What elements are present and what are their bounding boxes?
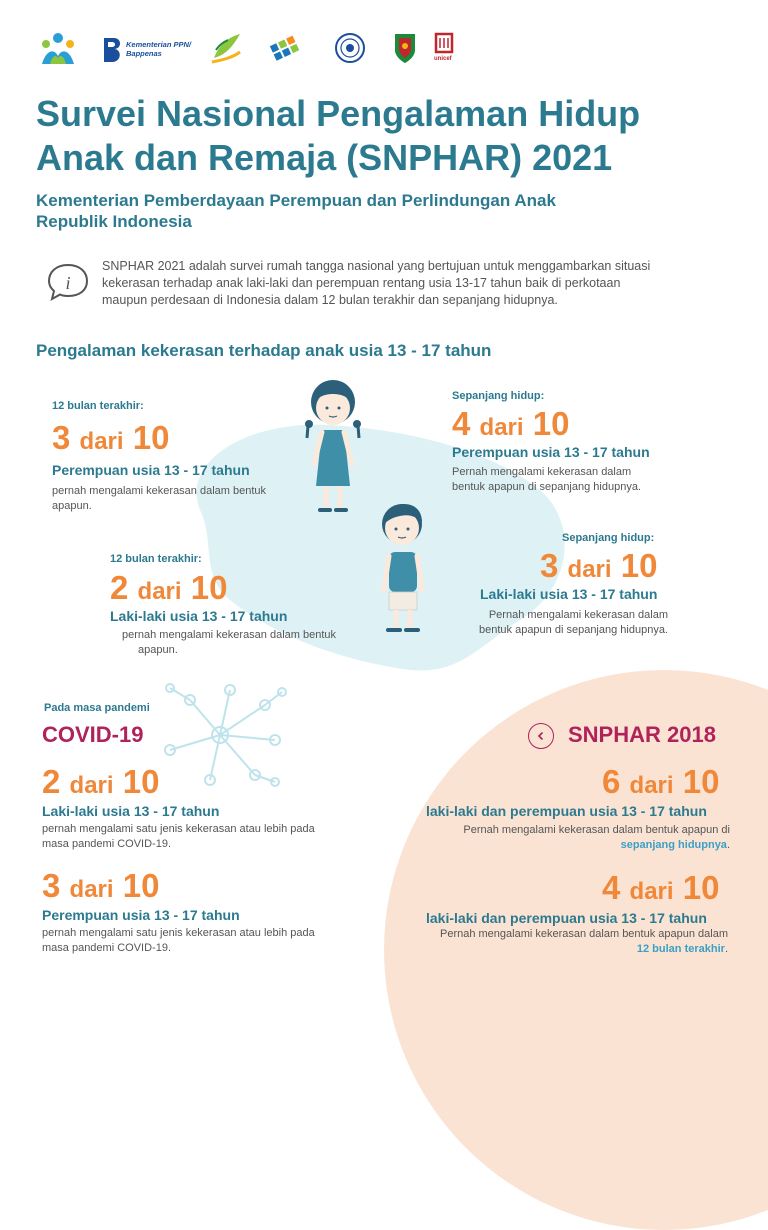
snphar2018-12m-group: laki-laki dan perempuan usia 13 - 17 tahun — [426, 910, 707, 926]
svg-text:i: i — [65, 273, 71, 293]
snphar2018-12m-stat: 4 dari 10 — [602, 869, 720, 906]
covid-pre-label: Pada masa pandemi — [44, 702, 150, 714]
regional-emblem-logo — [393, 30, 417, 64]
partner-logos — [38, 30, 458, 70]
girl-12m-group: Perempuan usia 13 - 17 tahun — [52, 462, 250, 478]
boy-illustration — [372, 500, 438, 640]
chevron-left-icon[interactable] — [528, 723, 554, 749]
page-subtitle: Kementerian Pemberdayaan Perempuan dan Perlindungan Anak Republik Indonesia — [36, 191, 556, 231]
boy-12m-period-label: 12 bulan terakhir: — [110, 553, 202, 565]
section-heading: Pengalaman kekerasan terhadap anak usia 13 - 17 tahun — [36, 341, 492, 360]
covid-girl-group: Perempuan usia 13 - 17 tahun — [42, 907, 240, 923]
snphar2018-life-desc: Pernah mengalami kekerasan dalam bentuk apapun di sepanjang hidupnya. — [463, 824, 730, 851]
kemenpppa-logo — [38, 30, 78, 66]
snphar2018-heading: SNPHAR 2018 — [568, 722, 716, 747]
virus-network-icon — [150, 680, 290, 790]
boy-life-desc: Pernah mengalami kekerasan dalam bentuk apapun di sepanjang hidupnya. — [479, 609, 668, 636]
sepanjang-hidupnya-link: sepanjang hidupnya — [620, 839, 727, 851]
covid-girl-desc: pernah mengalami satu jenis kekerasan atau lebih pada masa pandemi COVID-19. — [42, 927, 315, 954]
girl-life-desc: Pernah mengalami kekerasan dalam bentuk apapun di sepanjang hidupnya. — [452, 466, 641, 493]
girl-life-stat: 4 dari 10 — [452, 405, 570, 442]
girl-life-group: Perempuan usia 13 - 17 tahun — [452, 444, 650, 460]
girl-illustration — [300, 378, 366, 518]
snphar2018-life-stat: 6 dari 10 — [602, 763, 720, 800]
university-seal-logo — [334, 32, 366, 64]
girl-life-period-label: Sepanjang hidup: — [452, 390, 545, 402]
boy-life-period-label: Sepanjang hidup: — [562, 532, 655, 544]
boy-life-group: Laki-laki usia 13 - 17 tahun — [480, 586, 658, 602]
unicef-logo-text: unicef — [434, 56, 452, 62]
covid-boy-desc: pernah mengalami satu jenis kekerasan atau lebih pada masa pandemi COVID-19. — [42, 823, 315, 850]
boy-12m-stat: 2 dari 10 — [110, 569, 228, 606]
intro-text: SNPHAR 2021 adalah survei rumah tangga nasional yang bertujuan untuk menggambarkan situasi kekerasan terhadap anak laki-laki dan perempuan rentang usia 13-17 tahun baik di perkotaan maupun perdesaan di Indonesia dalam 12 bulan terakhir dan sepanjang hidupnya. — [102, 259, 651, 307]
bappenas-logo-text: Kementerian PPN/ Bappenas — [126, 40, 192, 58]
snphar2018-life-group: laki-laki dan perempuan usia 13 - 17 tahun — [426, 803, 707, 819]
snphar2018-12m-desc: Pernah mengalami kekerasan dalam bentuk apapun dalam 12 bulan terakhir. — [439, 928, 728, 955]
info-speech-bubble-icon — [46, 262, 90, 302]
covid-boy-stat: 2 dari 10 — [42, 763, 160, 800]
page-title: Survei Nasional Pengalaman Hidup Anak dan Remaja (SNPHAR) 2021 — [36, 93, 641, 178]
bappenas-logo — [100, 36, 124, 64]
bps-statistics-logo — [268, 32, 302, 64]
girl-12m-period-label: 12 bulan terakhir: — [52, 400, 144, 412]
12-bulan-terakhir-link: 12 bulan terakhir — [636, 943, 725, 955]
bps-leaf-logo — [210, 30, 242, 66]
girl-12m-stat: 3 dari 10 — [52, 419, 170, 456]
covid-heading: COVID-19 — [42, 722, 144, 747]
girl-12m-desc: pernah mengalami kekerasan dalam bentuk apapun. — [52, 485, 267, 512]
boy-12m-desc: pernah mengalami kekerasan dalam bentuk apapun. — [122, 629, 337, 656]
boy-life-stat: 3 dari 10 — [540, 547, 658, 584]
covid-boy-group: Laki-laki usia 13 - 17 tahun — [42, 803, 220, 819]
boy-12m-group: Laki-laki usia 13 - 17 tahun — [110, 608, 288, 624]
covid-girl-stat: 3 dari 10 — [42, 867, 160, 904]
